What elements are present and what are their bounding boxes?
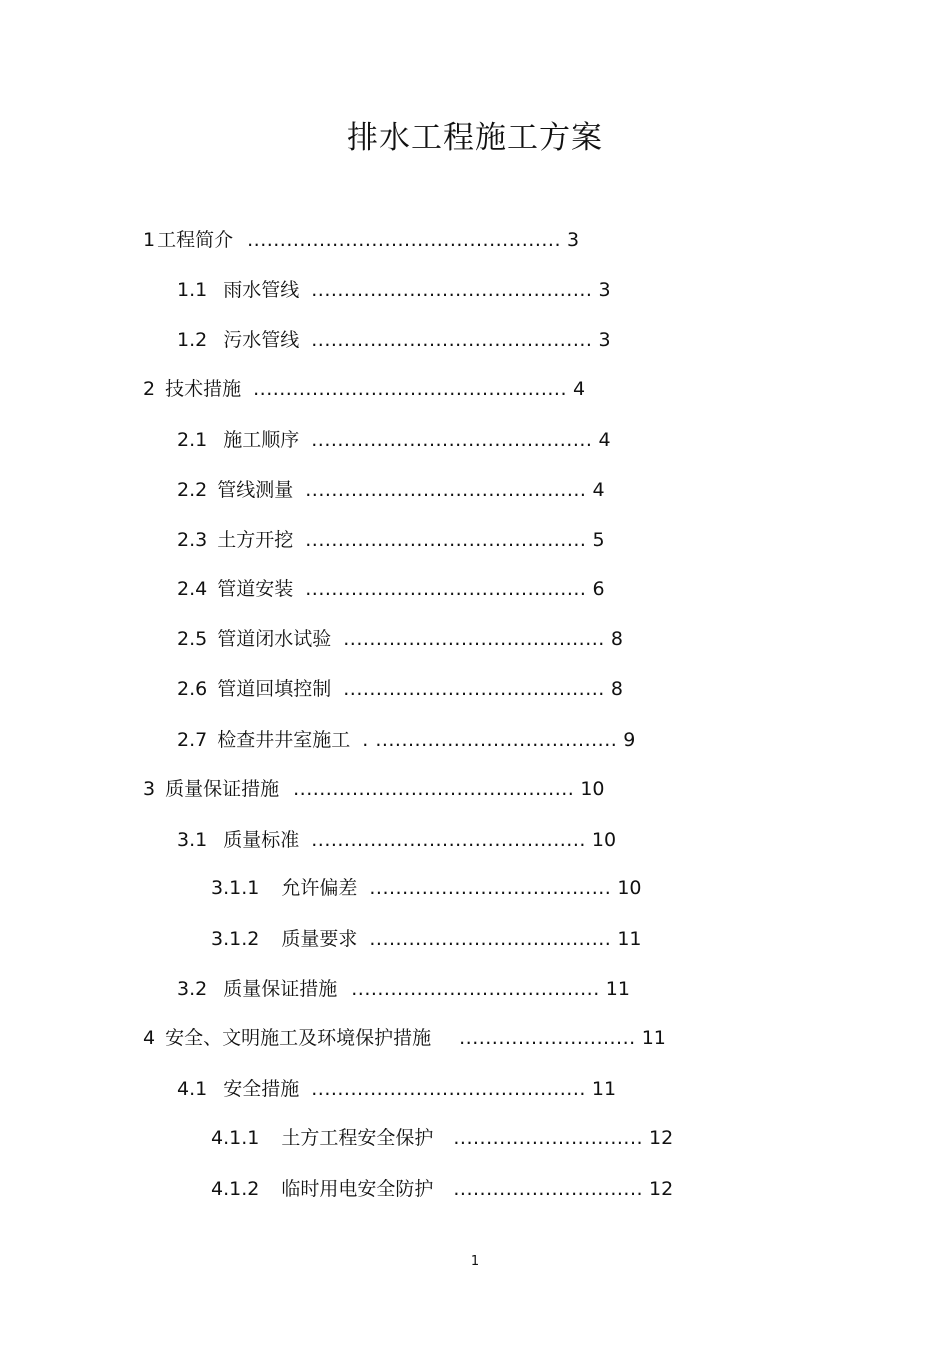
toc-entry[interactable] <box>177 478 605 502</box>
toc-entry[interactable] <box>177 278 611 302</box>
toc-entry-number: 1.2 <box>177 329 208 351</box>
toc-entry-page: 3 <box>567 229 580 251</box>
toc-entry[interactable] <box>211 1177 673 1201</box>
toc-entry[interactable] <box>177 577 605 601</box>
toc-entry-page: 12 <box>649 1178 674 1200</box>
toc-entry-number: 3 <box>143 778 156 800</box>
toc-entry[interactable] <box>177 677 623 701</box>
toc-entry-number: 3.1.1 <box>211 877 260 899</box>
toc-entry-leader: ........................................ <box>343 628 605 650</box>
toc-entry-leader: ...................................... <box>351 978 600 1000</box>
toc-entry[interactable] <box>177 1077 616 1101</box>
toc-entry-page: 11 <box>641 1027 666 1049</box>
toc-entry-page: 10 <box>591 829 617 851</box>
toc-entry[interactable] <box>177 627 623 651</box>
toc-entry[interactable] <box>177 428 611 452</box>
toc-entry-leader: ................................................ <box>247 229 562 251</box>
toc-entry-number: 2.5 <box>177 628 208 650</box>
toc-entry-number: 2.2 <box>177 479 208 501</box>
toc-entry[interactable] <box>177 828 616 852</box>
toc-entry-page: 11 <box>617 928 642 950</box>
toc-entry-page: 10 <box>617 877 642 899</box>
toc-entry-label: 管线测量 <box>217 479 294 501</box>
toc-entry-label: 允许偏差 <box>281 877 358 899</box>
toc-entry-label: 质量保证措施 <box>165 778 280 800</box>
toc-entry-leader: ........................................... <box>311 329 593 351</box>
toc-entry-leader: .......................................... <box>311 1078 586 1100</box>
toc-entry-leader: .......................................... <box>311 829 586 851</box>
toc-entry-leader: ..................................... <box>369 877 612 899</box>
toc-entry-number: 4 <box>143 1027 156 1049</box>
toc-entry-page: 10 <box>580 778 605 800</box>
toc-entry-number: 3.2 <box>177 978 208 1000</box>
toc-entry-number: 2.1 <box>177 429 208 451</box>
toc-entry-label: 临时用电安全防护 <box>281 1178 434 1200</box>
toc-entry-leader: ........................... <box>459 1027 636 1049</box>
toc-entry[interactable] <box>177 328 611 352</box>
toc-entry-leader: ............................. <box>453 1178 644 1200</box>
toc-entry-label: 土方开挖 <box>217 529 294 551</box>
toc-entry-page: 4 <box>592 479 605 501</box>
toc-entry-page: 8 <box>610 628 623 650</box>
toc-entry-leader: ........................................... <box>293 778 575 800</box>
toc-entry-page: 9 <box>623 729 636 751</box>
toc-entry-number: 4.1 <box>177 1078 208 1100</box>
toc-entry-label: 管道闭水试验 <box>217 628 332 650</box>
toc-entry-number: 4.1.1 <box>211 1127 260 1149</box>
toc-entry-page: 3 <box>598 329 611 351</box>
toc-entry-leader: ............................. <box>453 1127 644 1149</box>
document-title: 排水工程施工方案 <box>347 120 603 156</box>
toc-entry-label: 污水管线 <box>223 329 300 351</box>
toc-entry-leader: ........................................... <box>311 279 593 301</box>
toc-entry-number: 3.1.2 <box>211 928 260 950</box>
toc-entry-label: 安全、文明施工及环境保护措施 <box>165 1027 432 1049</box>
toc-entry-leader: ........................................... <box>305 529 587 551</box>
toc-entry-label: 技术措施 <box>165 378 242 400</box>
toc-entry[interactable] <box>143 228 579 252</box>
toc-entry-number: 2 <box>143 378 156 400</box>
toc-entry-number: 2.7 <box>177 729 208 751</box>
toc-entry-page: 6 <box>592 578 605 600</box>
toc-entry-leader: ..................................... <box>369 928 612 950</box>
toc-entry-page: 8 <box>610 678 623 700</box>
toc-entry-leader: ........................................... <box>305 479 587 501</box>
toc-entry-number: 4.1.2 <box>211 1178 260 1200</box>
toc-entry-label: 质量保证措施 <box>223 978 338 1000</box>
toc-entry-number: 3.1 <box>177 829 208 851</box>
toc-entry-page: 4 <box>573 378 586 400</box>
toc-entry[interactable] <box>211 876 642 900</box>
page-number: 1 <box>470 1254 480 1269</box>
toc-entry-leader: . ..................................... <box>362 729 618 751</box>
toc-entry-label: 管道回填控制 <box>217 678 332 700</box>
toc-entry-label: 工程简介 <box>157 229 234 251</box>
toc-entry[interactable] <box>143 777 605 801</box>
toc-entry-page: 12 <box>649 1127 674 1149</box>
toc-entry[interactable] <box>177 528 605 552</box>
toc-entry-label: 土方工程安全保护 <box>281 1127 434 1149</box>
toc-entry-label: 雨水管线 <box>223 279 300 301</box>
toc-entry-label: 施工顺序 <box>223 429 300 451</box>
toc-entry-number: 2.3 <box>177 529 208 551</box>
toc-entry-page: 4 <box>598 429 611 451</box>
toc-entry-leader: ........................................ <box>343 678 605 700</box>
toc-entry-page: 3 <box>598 279 611 301</box>
toc-entry[interactable] <box>211 927 642 951</box>
toc-entry[interactable] <box>143 377 585 401</box>
toc-entry[interactable] <box>177 977 630 1001</box>
toc-entry-leader: ........................................... <box>305 578 587 600</box>
toc-entry-label: 质量标准 <box>223 829 300 851</box>
toc-entry-page: 5 <box>592 529 605 551</box>
toc-entry[interactable] <box>177 728 635 752</box>
toc-entry-label: 管道安装 <box>217 578 294 600</box>
toc-entry-page: 11 <box>605 978 630 1000</box>
toc-entry-page: 11 <box>591 1078 617 1100</box>
toc-entry-number: 2.4 <box>177 578 208 600</box>
toc-entry[interactable] <box>211 1126 673 1150</box>
toc-entry[interactable] <box>143 1026 666 1050</box>
toc-entry-number: 2.6 <box>177 678 208 700</box>
toc-entry-leader: ................................................ <box>253 378 568 400</box>
toc-entry-label: 安全措施 <box>223 1078 300 1100</box>
toc-entry-label: 检查井井室施工 <box>217 729 351 751</box>
toc-entry-number: 1 <box>143 229 156 251</box>
toc-entry-number: 1.1 <box>177 279 208 301</box>
toc-entry-leader: ........................................... <box>311 429 593 451</box>
toc-entry-label: 质量要求 <box>281 928 358 950</box>
